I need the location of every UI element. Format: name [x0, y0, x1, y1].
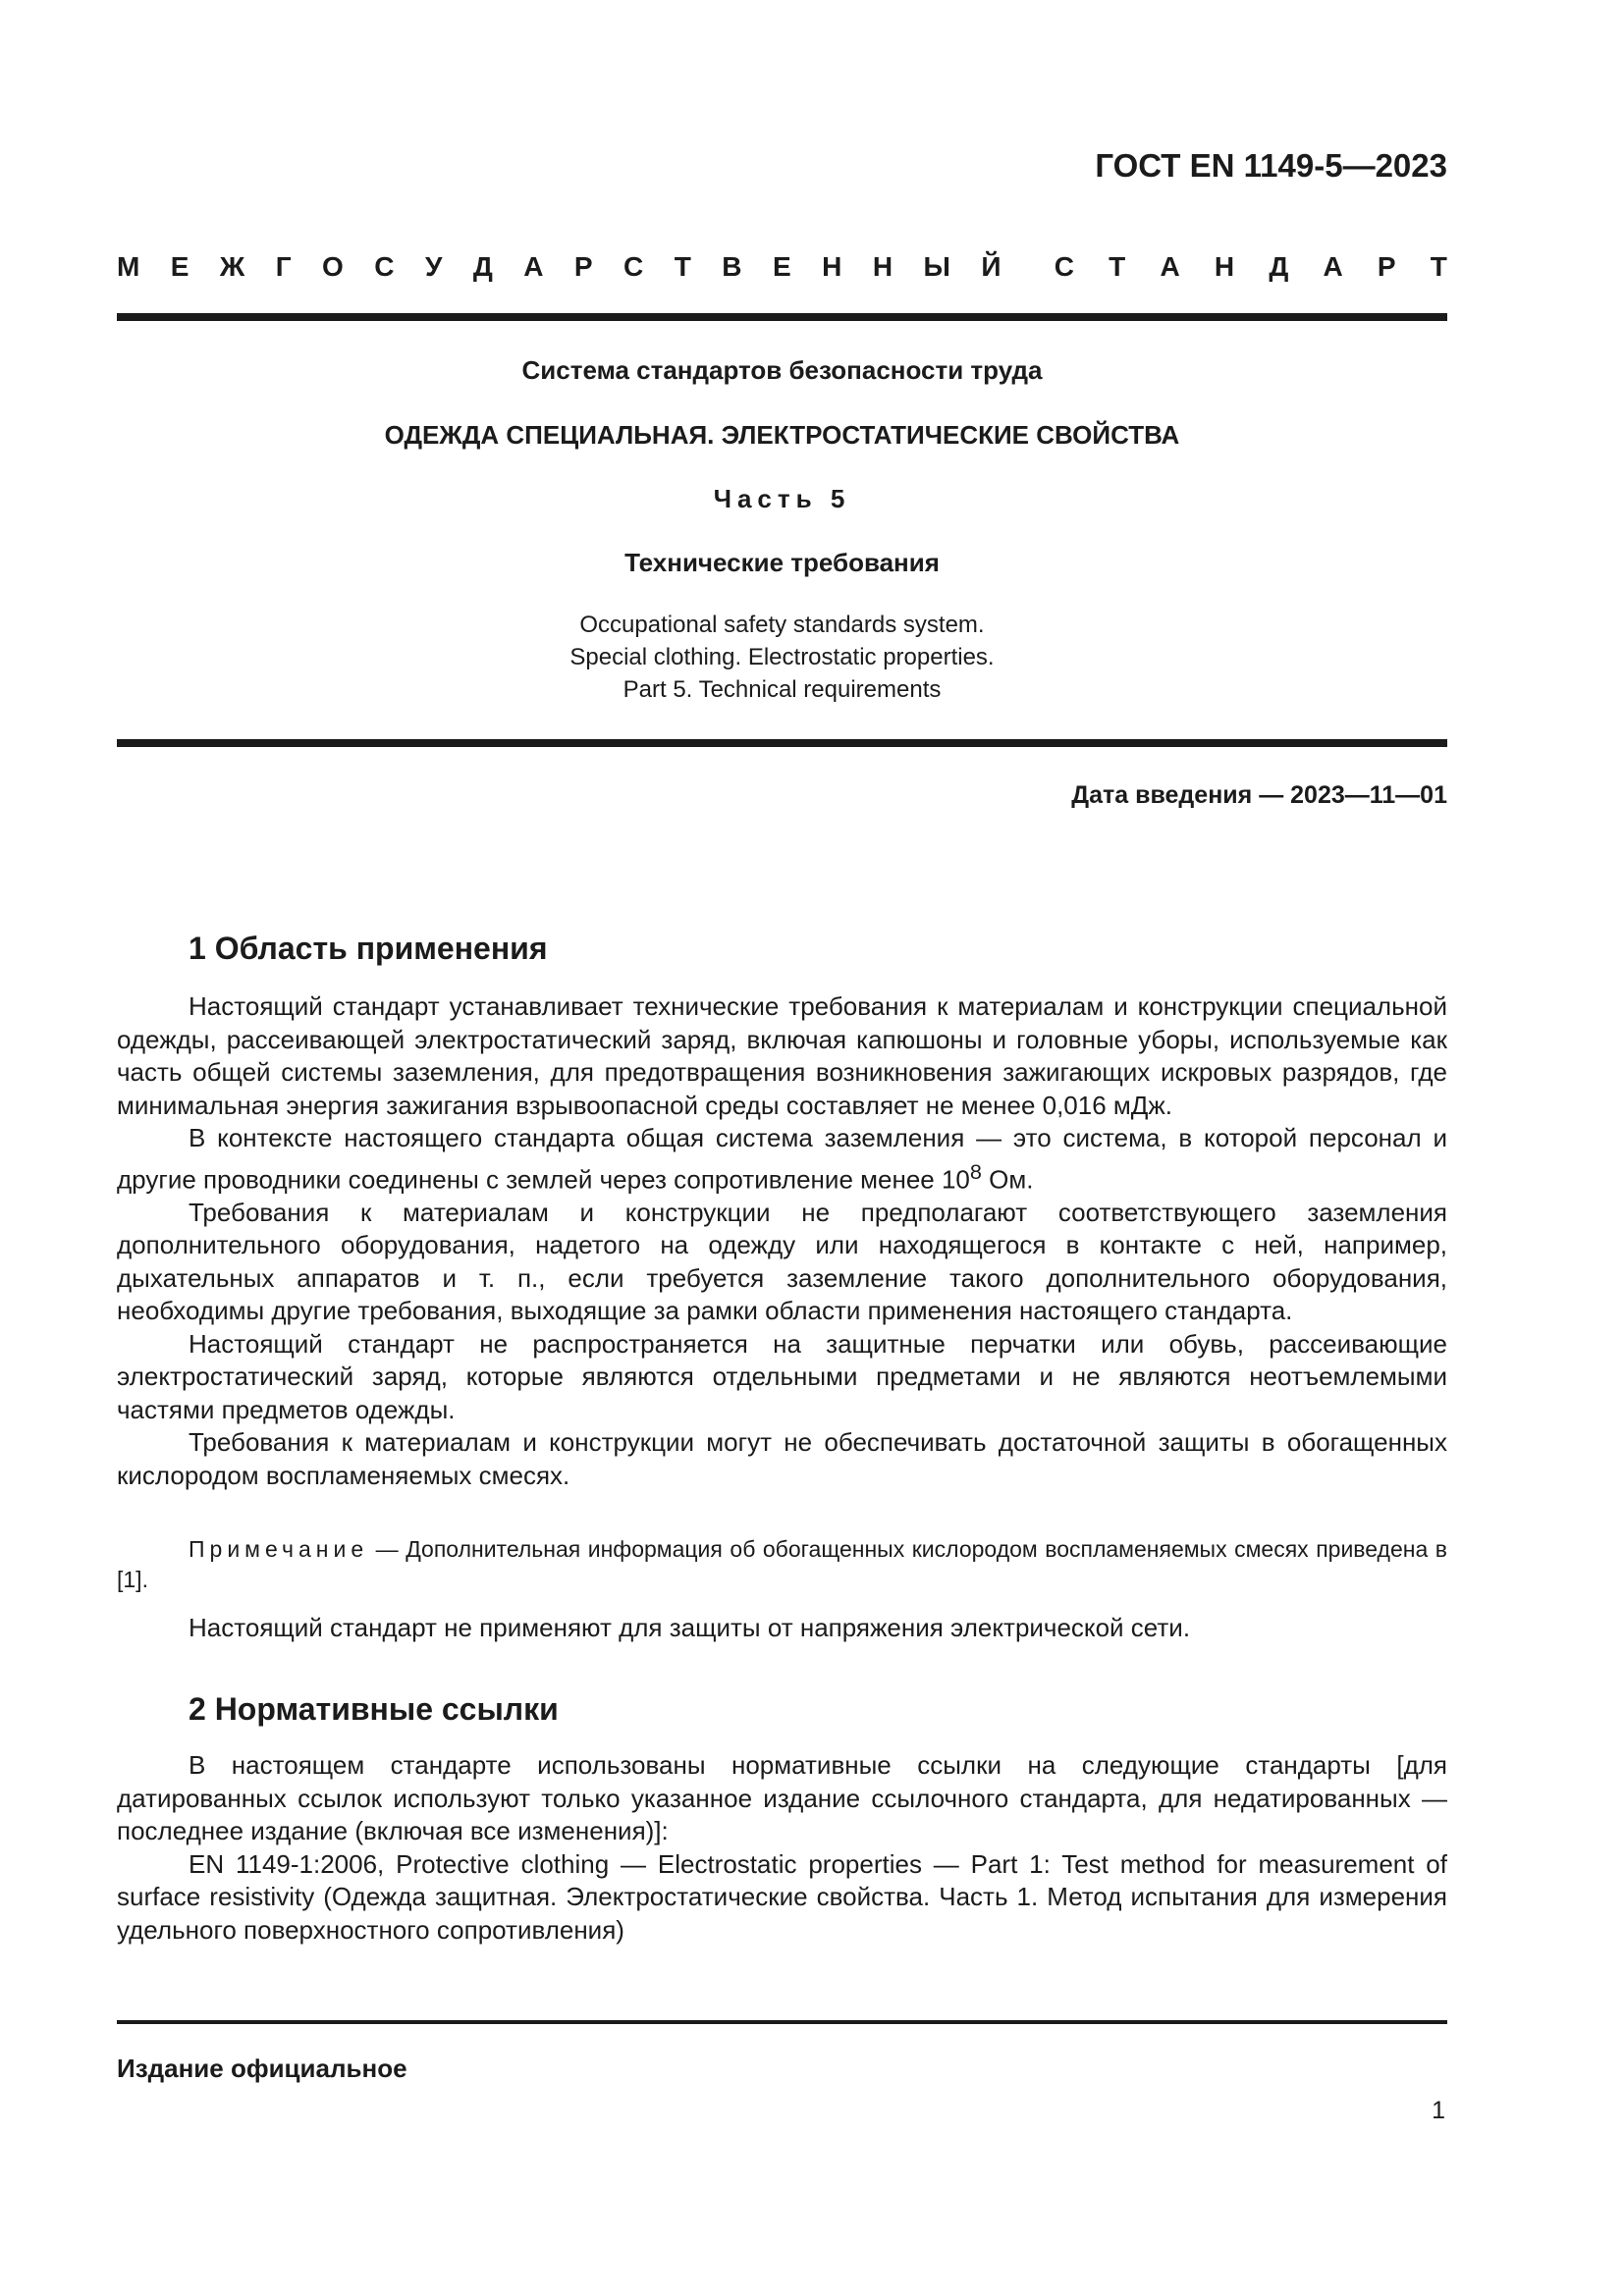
paragraph: В настоящем стандарте использованы нормативные ссылки на следующие стандарты [для датированных ссылок используют только указанное издание ссылочного стандарта, для недатированных — последнее издание (включая все изменения)]:: [117, 1750, 1447, 1845]
standard-type-word2: С Т А Н Д А Р Т: [1054, 251, 1447, 282]
section-1-final: [117, 1612, 1447, 1645]
english-title-line: Special clothing. Electrostatic properties.: [569, 644, 995, 670]
part-label: Часть 5: [713, 484, 851, 513]
footer-rule: [117, 2020, 1447, 2024]
title-bottom-rule: [117, 739, 1447, 747]
top-rule: [117, 313, 1447, 321]
note-label: Примечание: [189, 1536, 369, 1562]
document-subtitle: Технические требования: [624, 548, 940, 577]
english-title-line: Occupational safety standards system.: [579, 612, 985, 638]
exponent: 8: [969, 1158, 982, 1184]
paragraph-text: В контексте настоящего стандарта общая система заземления — это система, в которой персонал и другие проводники соединены с землей через сопротивление менее 10: [117, 1123, 1447, 1195]
standard-type-word1: М Е Ж Г О С У Д А Р С Т В Е Н Н Ы Й: [117, 251, 1001, 282]
section-2-body: [117, 1749, 1447, 1947]
system-title: Система стандартов безопасности труда: [521, 355, 1043, 385]
unit: Ом.: [981, 1164, 1034, 1195]
standard-type-heading: [117, 251, 1447, 283]
section-1-heading: 1 Область применения: [189, 931, 548, 966]
paragraph: Настоящий стандарт не распространяется на защитные перчатки или обувь, рассеивающие электростатический заряд, которые являются отдельными предметами и не являются неотъемлемыми частями предметов одежды.: [117, 1328, 1447, 1424]
paragraph: Требования к материалам и конструкции могут не обеспечивать достаточной защиты в обогащенных кислородом воспламеняемых смесях.: [117, 1427, 1447, 1490]
standard-type-gap: [1001, 251, 1055, 283]
paragraph: Настоящий стандарт устанавливает технические требования к материалам и конструкции специальной одежды, рассеивающей электростатический заряд, включая капюшоны и головные уборы, используемые как часть общей системы заземления, для предотвращения возникновения зажигающих искровых разрядов, где минимальная энергия зажигания взрывоопасной среды составляет не менее 0,016 мДж.: [117, 991, 1447, 1120]
page-number: 1: [1432, 2097, 1445, 2124]
english-title-line: Part 5. Technical requirements: [623, 676, 942, 703]
english-title: [117, 609, 1447, 706]
section-1-body: [117, 990, 1447, 1492]
paragraph: Требования к материалам и конструкции не предполагают соответствующего заземления дополнительного оборудования, надетого на одежду или находящегося в контакте с ней, например, дыхательных аппаратов и т. п., если требуется заземление такого дополнительного оборудования, необходимы другие требования, выходящие за рамки области применения настоящего стандарта.: [117, 1197, 1447, 1326]
official-edition-label: Издание официальное: [117, 2054, 407, 2083]
note-text: — Дополнительная информация об обогащенных кислородом воспламеняемых смесях приведена в [1].: [117, 1536, 1447, 1592]
paragraph: Настоящий стандарт не применяют для защиты от напряжения электрической сети.: [189, 1613, 1191, 1642]
document-title: ОДЕЖДА СПЕЦИАЛЬНАЯ. ЭЛЕКТРОСТАТИЧЕСКИЕ СВОЙСТВА: [384, 420, 1180, 450]
introduction-date: Дата введения — 2023—11—01: [1071, 781, 1447, 809]
note-paragraph: [117, 1534, 1447, 1595]
section-2-heading: 2 Нормативные ссылки: [189, 1691, 559, 1727]
note: [117, 1534, 1447, 1595]
paragraph: [117, 1122, 1447, 1197]
standard-number: ГОСТ EN 1149-5—2023: [1095, 147, 1447, 184]
paragraph: EN 1149-1:2006, Protective clothing — Electrostatic properties — Part 1: Test method for measurement of surface resistivity (Одежда защитная. Электростатические свойства. Часть 1. Метод испытания для измерения удельного поверхностного сопротивления): [117, 1848, 1447, 1945]
